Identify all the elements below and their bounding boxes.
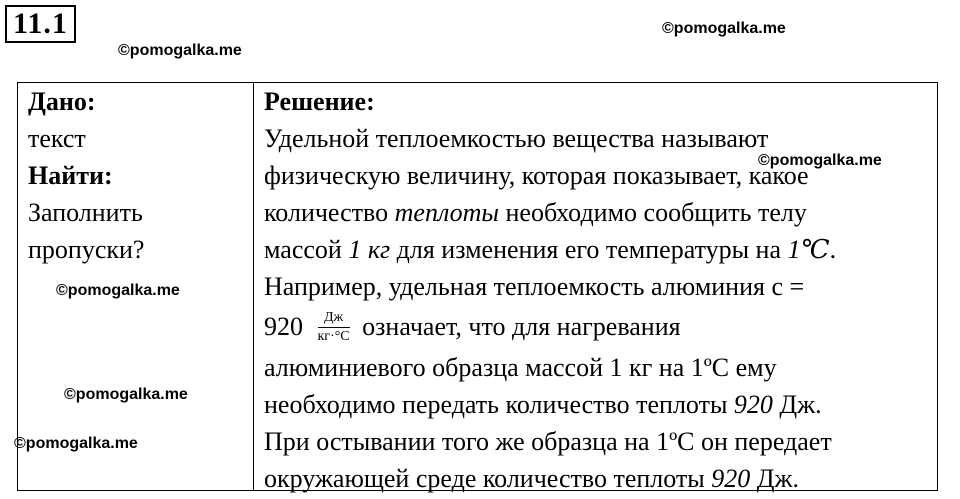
given-column	[28, 83, 246, 268]
italic-term: 920	[711, 464, 751, 493]
italic-term: 920	[733, 390, 773, 419]
solution-heading: Решение:	[264, 87, 375, 116]
watermark: ©pomogalka.me	[662, 20, 786, 37]
unit-fraction	[318, 310, 350, 345]
solution-line: 920 $\frac{Дж}{кг\cdot^\circ С}$ означает, что для нагревания	[264, 309, 681, 344]
italic-term: 1 кг	[348, 235, 391, 264]
solution-line: Например, удельная теплоемкость алюминия с =	[264, 272, 805, 301]
find-heading: Найти:	[28, 161, 113, 190]
solution-line: окружающей среде количество теплоты 920 Дж.	[264, 464, 799, 493]
given-text: текст	[28, 124, 86, 153]
column-divider	[253, 83, 254, 490]
solution-line: Удельной теплоемкостью вещества называют	[264, 124, 769, 153]
solution-line: При остывании того же образца на 1ºС он передает	[264, 427, 832, 456]
fraction-denominator: кг·°С	[317, 328, 350, 344]
watermark: ©pomogalka.me	[118, 42, 242, 59]
watermark: ©pomogalka.me	[14, 435, 138, 452]
solution-line: необходимо передать количество теплоты 920 Дж.	[264, 390, 822, 419]
watermark: ©pomogalka.me	[758, 152, 882, 169]
task-number: 11.1	[5, 5, 76, 43]
find-line: пропуски?	[28, 235, 145, 264]
find-line: Заполнить	[28, 198, 143, 227]
solution-line: физическую величину, которая показывает, какое	[264, 161, 809, 190]
italic-term: теплоты	[394, 198, 499, 227]
watermark: ©pomogalka.me	[64, 386, 188, 403]
fraction-numerator: Дж	[318, 310, 350, 328]
solution-line: количество теплоты необходимо сообщить телу	[264, 198, 807, 227]
solution-column	[264, 83, 934, 497]
given-heading: Дано:	[28, 87, 96, 116]
solution-line: массой 1 кг для изменения его температуры на 1℃.	[264, 235, 837, 264]
italic-term: 1℃	[787, 235, 830, 264]
watermark: ©pomogalka.me	[56, 282, 180, 299]
solution-line: алюминиевого образца массой 1 кг на 1ºС ему	[264, 353, 777, 382]
